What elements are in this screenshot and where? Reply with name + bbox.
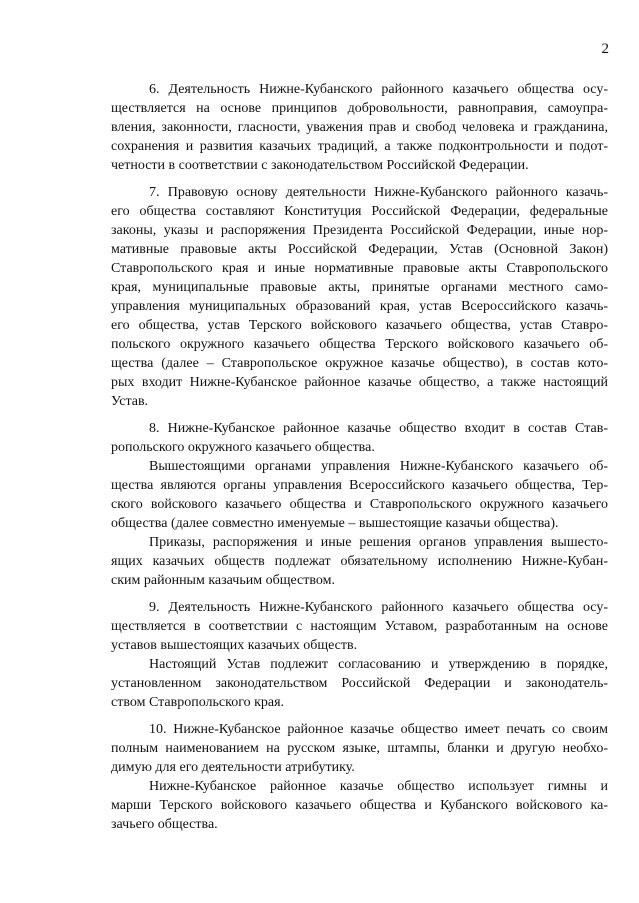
text-line: ством Ставропольского края.: [111, 695, 285, 710]
text-line: Устав.: [111, 394, 149, 409]
text-line: 6. Деятельность Нижне-Кубанского районного казачьего общества осу-: [149, 82, 608, 97]
text-line: ществляется на основе принципов добровольности, равноправия, самоупра-: [111, 101, 608, 116]
text-line: 10. Нижне-Кубанское районное казачье общество имеет печать со своим: [149, 722, 608, 737]
text-line: ществляется в соответствии с настоящим Уставом, разработанным на основе: [111, 619, 608, 634]
text-line: уставов вышестоящих казачьих обществ.: [111, 638, 358, 653]
text-line: мативные правовые акты Российской Федерации, Устав (Основной Закон): [111, 242, 608, 257]
text-line: Приказы, распоряжения и иные решения органов управления вышесто-: [149, 535, 608, 550]
text-line: сохранения и развития казачьих традиций, а также подконтрольности и подот-: [111, 139, 608, 154]
text-line: 8. Нижне-Кубанское районное казачье общество входит в состав Став-: [149, 421, 608, 436]
text-line: ропольского окружного казачьего общества.: [111, 440, 375, 455]
text-line: 7. Правовую основу деятельности Нижне-Кубанского районного казачь-: [149, 185, 608, 200]
text-line: вления, законности, гласности, уважения прав и свобод человека и гражданина,: [111, 120, 608, 135]
text-line: установленном законодательством Российской Федерации и законодатель-: [111, 676, 608, 691]
text-line: марши Терского войскового казачьего общества и Кубанского войскового ка-: [111, 798, 608, 813]
text-line: зачьего общества.: [111, 817, 218, 832]
text-line: законы, указы и распоряжения Президента Российской Федерации, иные нор-: [111, 223, 608, 238]
text-line: четности в соответствии с законодательством Российской Федерации.: [111, 158, 529, 173]
text-line: 9. Деятельность Нижне-Кубанского районного казачьего общества осу-: [149, 600, 608, 615]
text-line: Ставропольского края и иные нормативные правовые акты Ставропольского: [111, 261, 608, 276]
text-line: ящих казачьих обществ подлежат обязательному исполнению Нижне-Кубан-: [111, 554, 608, 569]
text-line: щества (далее – Ставропольское окружное казачье общество), в состав кото-: [111, 356, 608, 371]
text-line: Вышестоящими органами управления Нижне-Кубанского казачьего об-: [149, 459, 608, 474]
text-line: димую для его деятельности атрибутику.: [111, 760, 355, 775]
text-line: полным наименованием на русском языке, штампы, бланки и другую необхо-: [111, 741, 608, 756]
text-line: ского войскового казачьего общества и Ставропольского окружного казачьего: [111, 497, 608, 512]
text-line: щества являются органы управления Всероссийского казачьего общества, Тер-: [111, 478, 608, 493]
text-line: ским районным казачьим обществом.: [111, 573, 335, 588]
text-line: общества (далее совместно именуемые – вышестоящие казачьи общества).: [111, 516, 559, 531]
text-line: Нижне-Кубанское районное казачье общество использует гимны и: [149, 779, 608, 794]
text-line: края, муниципальные правовые акты, принятые органами местного само-: [111, 280, 608, 295]
text-line: рых входит Нижне-Кубанское районное казачье общество, а также настоящий: [111, 375, 608, 390]
text-line: Настоящий Устав подлежит согласованию и утверждению в порядке,: [149, 657, 608, 672]
text-line: его общества, устав Терского войскового казачьего общества, устав Ставро-: [111, 318, 608, 333]
text-line: его общества составляют Конституция Российской Федерации, федеральные: [111, 204, 608, 219]
text-line: управления муниципальных образований края, устав Всероссийского казачь-: [111, 299, 608, 314]
text-line: польского окружного казачьего общества Терского войскового казачьего об-: [111, 337, 608, 352]
page-number: 2: [601, 41, 609, 57]
